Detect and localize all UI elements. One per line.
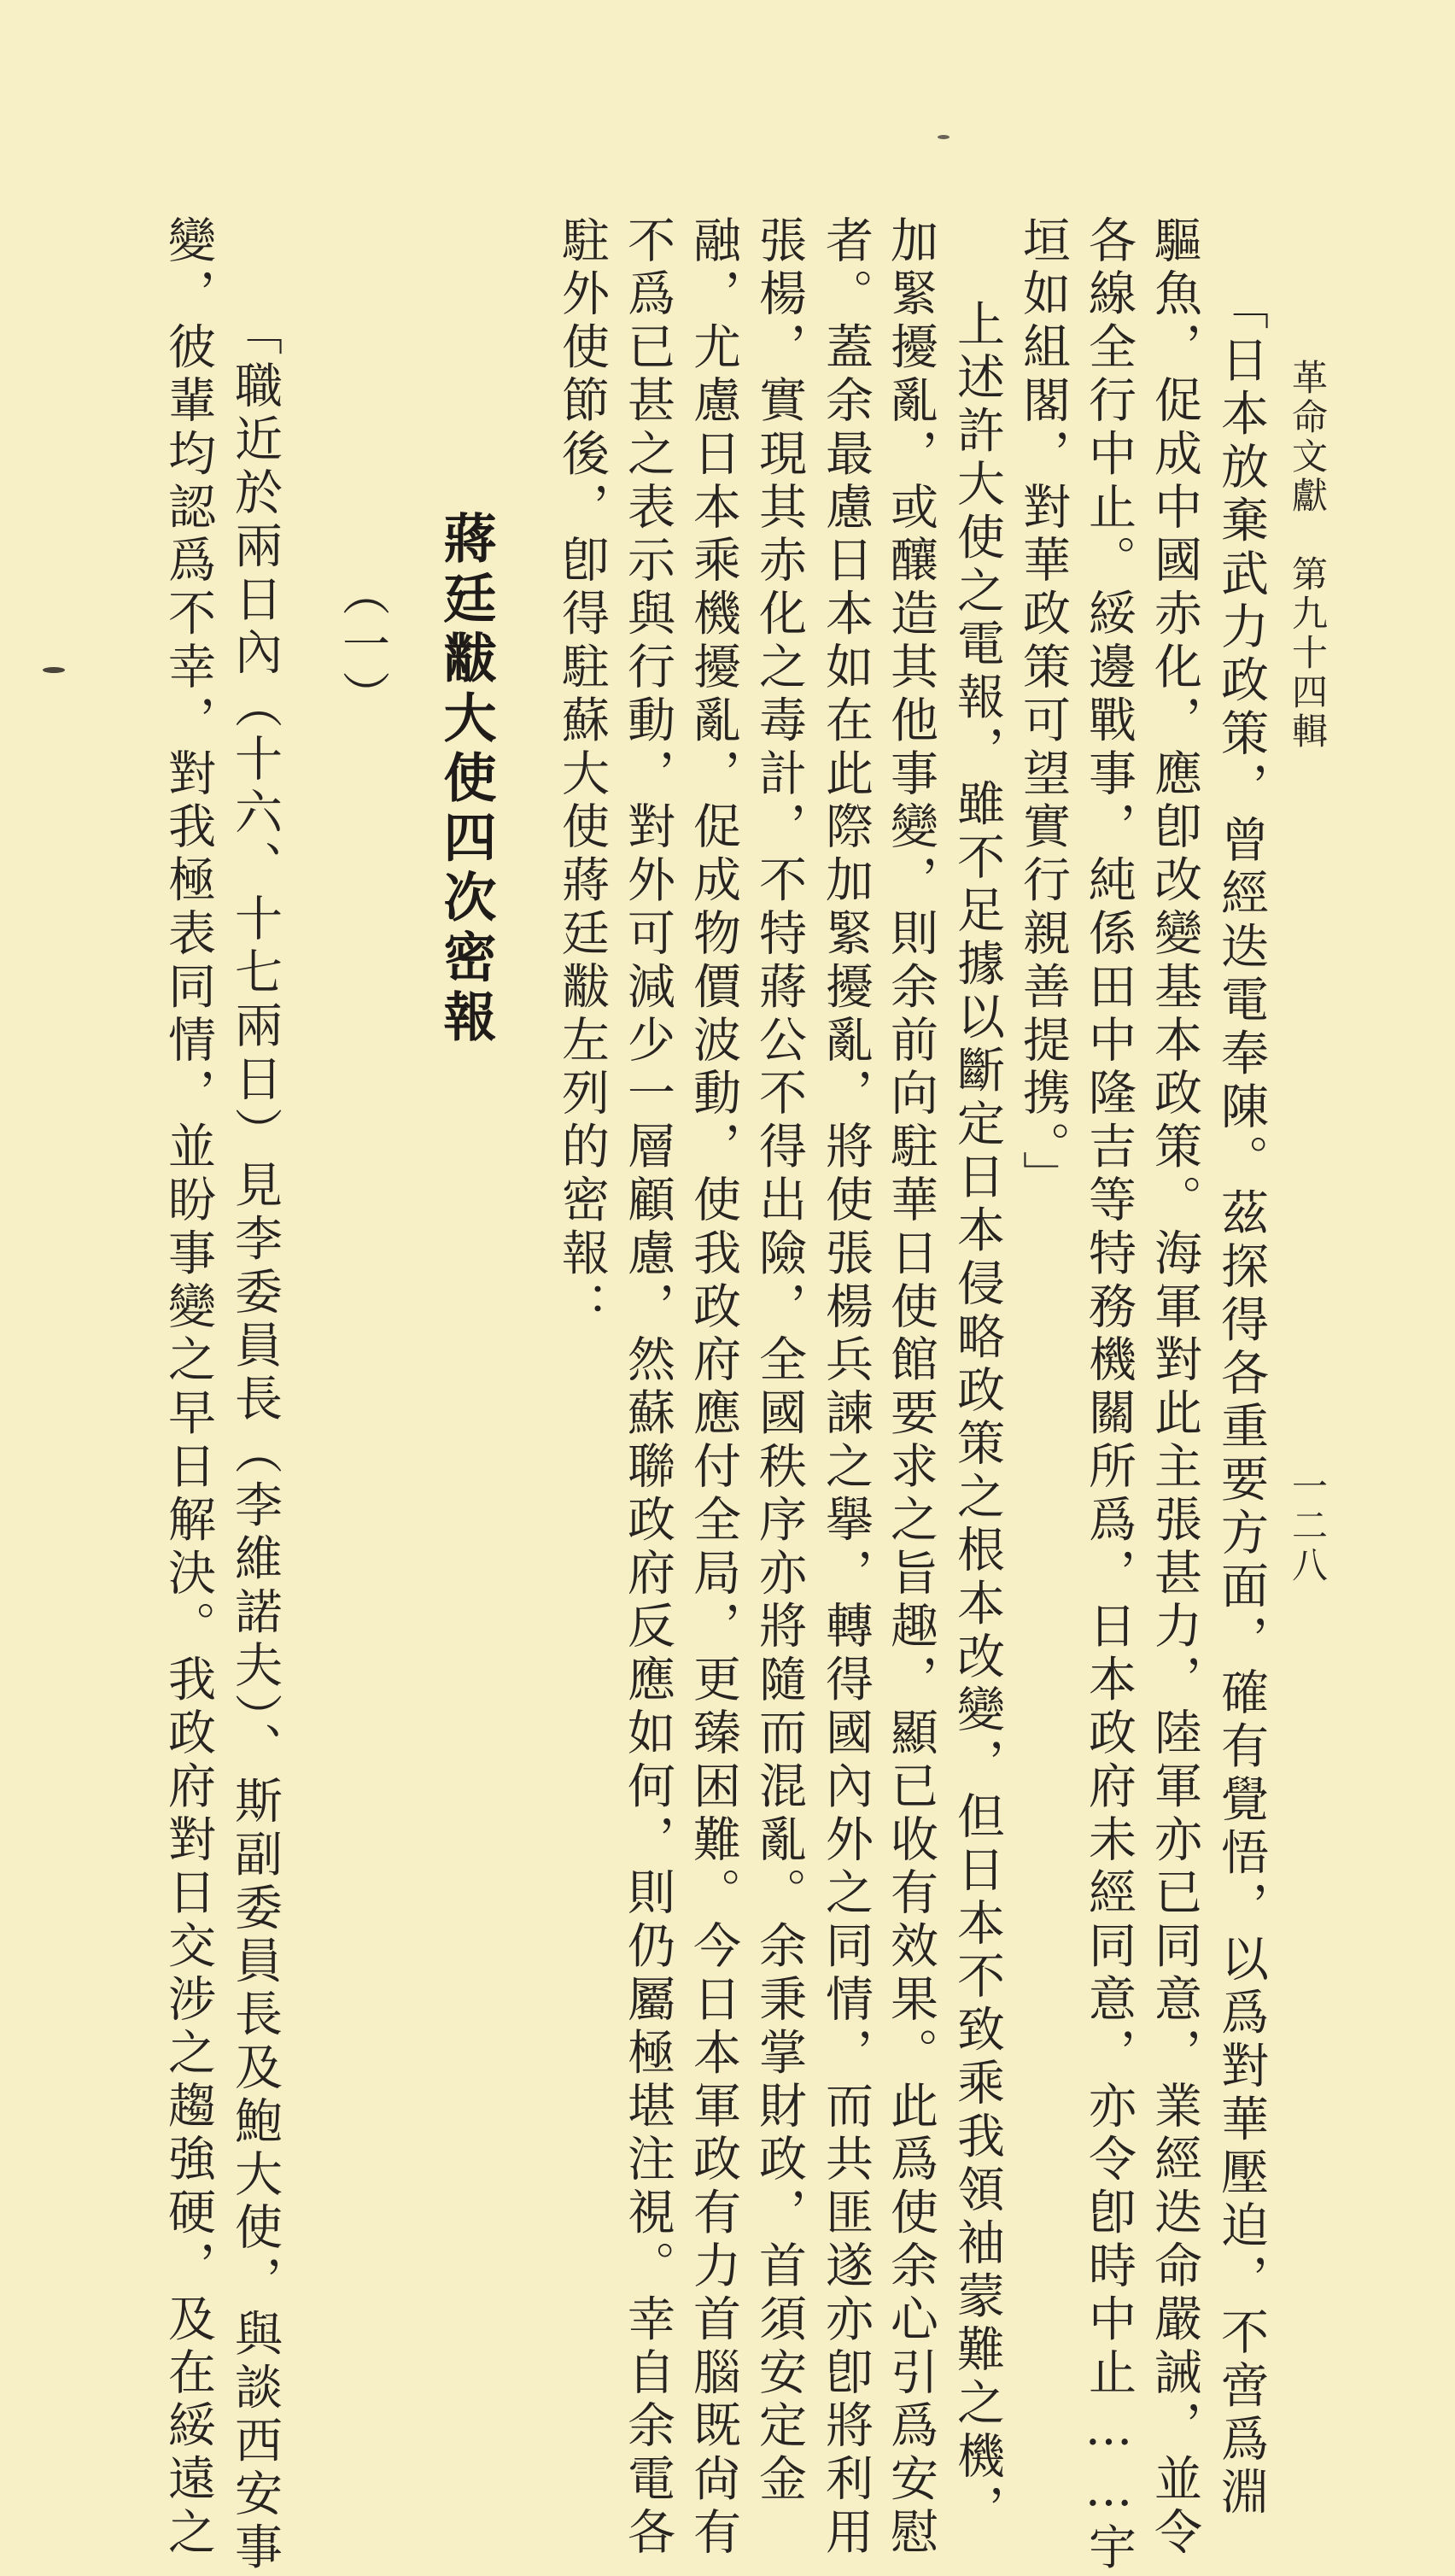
section-heading: 蔣廷黻大使四次密報 (435, 511, 497, 1049)
section-subheading: （一） (335, 568, 390, 722)
text-column-11: 駐外使節後，卽得駐蘇大使蔣廷黻左列的密報： (554, 215, 610, 1335)
text-column-8: 張楊，實現其赤化之毒計，不特蔣公不得出險，全國秩序亦將隨而混亂。余秉掌財政，首須安定金 (751, 215, 807, 2508)
text-column-7: 者。蓋余最慮日本如在此際加緊擾亂，將使張楊兵諫之擧，轉得國內外之同情，而共匪遂亦卽將利用 (818, 215, 874, 2561)
ink-speck (938, 135, 950, 139)
book-title-header: 革命文獻 第九十四輯 (1287, 359, 1329, 752)
text-column-1: 「日本放棄武力政策，曾經迭電奉陳。茲探得各重要方面，確有覺悟，以爲對華壓迫，不啻爲淵 (1213, 282, 1269, 2520)
text-column-9: 融，尤慮日本乘機擾亂，促成物價波動，使我政府應付全局，更臻困難。今日本軍政有力首腦既尙有 (686, 215, 741, 2561)
text-column-2: 驅魚，促成中國赤化，應卽改變基本政策。海軍對此主張甚力，陸軍亦已同意，業經迭命嚴誡，並令 (1147, 215, 1202, 2561)
text-column-10: 不爲已甚之表示與行動，對外可減少一層顧慮，然蘇聯政府反應如何，則仍屬極堪注視。幸自余電各 (620, 215, 675, 2561)
text-column-6: 加緊擾亂，或釀造其他事變，則余前向駐華日使館要求之旨趣，顯已收有效果。此爲使余心引爲安慰 (883, 215, 938, 2561)
page-number: 一二八 (1287, 1467, 1329, 1585)
ink-speck (43, 667, 65, 673)
section-text-column-1: 「職近於兩日內（十六、十七兩日）見李委員長（李維諾夫）、斯副委員長及鮑大使，與談西安事 (227, 307, 283, 2576)
text-column-4: 垣如組閣，對華政策可望實行親善提携。」 (1015, 215, 1071, 1204)
text-column-5: 上述許大使之電報，雖不足據以斷定日本侵略政策之根本改變，但日本不致乘我領袖蒙難之機， (950, 299, 1005, 2538)
text-column-3: 各線全行中止。綏邊戰事，純係田中隆吉等特務機關所爲，日本政府未經同意，亦令卽時中止……宇 (1081, 215, 1137, 2576)
section-text-column-2: 變，彼輩均認爲不幸，對我極表同情，並盼事變之早日解決。我政府對日交涉之趨強硬，及在綏遠之 (161, 215, 216, 2561)
